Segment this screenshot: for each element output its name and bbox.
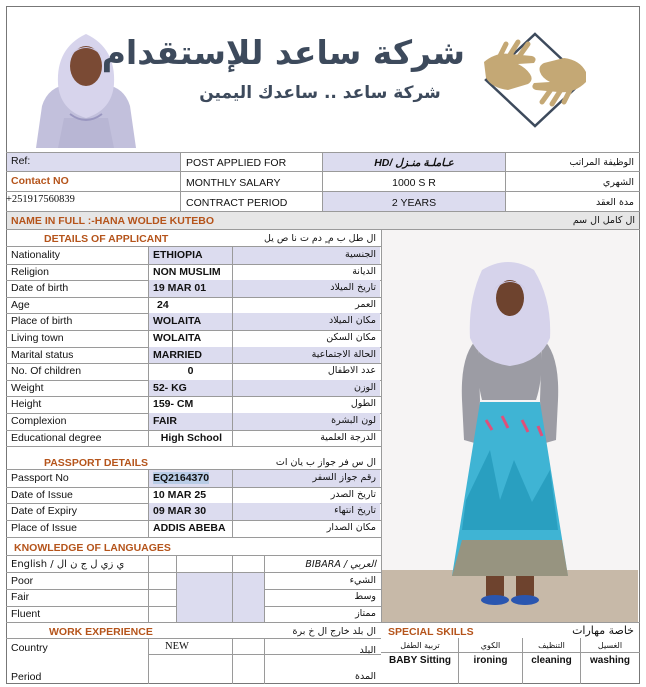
detail-value: MARRIED	[149, 347, 232, 364]
company-slogan: شركة ساعد .. ساعدك اليمين	[199, 83, 441, 103]
language-level-box-ar	[233, 606, 264, 622]
detail-ar: الوزن	[233, 380, 380, 397]
skill-label: cleaning	[531, 655, 572, 666]
passport-label: Passport No	[11, 472, 69, 484]
detail-label: Date of birth	[11, 282, 69, 295]
period-label: Period	[11, 671, 42, 683]
passport-ar: رقم جواز السفر	[233, 470, 380, 487]
contract-period-ar: مدة العقد	[596, 197, 634, 208]
monthly-salary-label: MONTHLY SALARY	[186, 177, 281, 189]
language-level-box-en	[177, 589, 232, 605]
detail-value: 52- KG	[149, 380, 232, 397]
skills-title-ar: خاصة مهارات	[572, 624, 634, 637]
passport-value: 10 MAR 25	[153, 488, 207, 501]
skill-ar: تربية الطفل	[400, 641, 440, 650]
monthly-salary-value: 1000 S R	[392, 177, 436, 189]
detail-value: WOLAITA	[149, 313, 232, 330]
country-label: Country	[11, 642, 48, 654]
passport-ar: تاريخ الصدر	[330, 488, 376, 500]
detail-ar: الحالة الاجتماعية	[233, 347, 380, 364]
ref-label: Ref:	[7, 153, 180, 171]
detail-label: Educational degree	[11, 431, 102, 444]
work-title-ar: ال بلد خارج ال خ برة	[292, 626, 376, 637]
details-title: DETAILS OF APPLICANT	[44, 233, 169, 245]
detail-label: Complexion	[11, 415, 67, 427]
detail-label: Religion	[11, 265, 49, 278]
language-level-box-ar	[233, 589, 264, 605]
passport-label: Date of Expiry	[11, 505, 77, 518]
detail-ar: لون البشرة	[233, 413, 380, 430]
skill-ar: الغسيل	[597, 641, 623, 650]
skill-label: ironing	[473, 655, 508, 666]
skill-label: washing	[589, 655, 630, 666]
detail-label: Age	[11, 298, 30, 311]
monthly-salary-ar: الشهري	[602, 177, 634, 188]
two-hands-icon	[478, 30, 592, 130]
country-ar: البلد	[359, 645, 376, 656]
detail-value: 159- CM	[153, 398, 194, 411]
detail-ar: مكان السكن	[326, 332, 376, 343]
passport-label: Place of Issue	[11, 522, 77, 535]
detail-value: 0	[187, 365, 194, 378]
period-ar: المدة	[355, 671, 376, 682]
detail-ar: الديانة	[352, 265, 376, 277]
detail-ar: مكان الميلاد	[233, 313, 380, 330]
post-applied-value: HD/ عـاملـة منـزل	[323, 153, 505, 171]
detail-ar: الطول	[350, 398, 376, 410]
skill-ar: الكوي	[480, 641, 501, 650]
language-level-box-en	[177, 573, 232, 589]
detail-value: NON MUSLIM	[153, 265, 221, 278]
detail-value: WOLAITA	[153, 332, 202, 344]
language-level-label: Fair	[11, 591, 30, 604]
skills-title: SPECIAL SKILLS	[388, 626, 474, 638]
passport-value: 09 MAR 30	[149, 503, 232, 520]
skill-label: BABY Sitting	[388, 655, 452, 666]
detail-ar: تاريخ الميلاد	[233, 280, 380, 297]
full-name: NAME IN FULL :-HANA WOLDE KUTEBO	[7, 212, 381, 229]
detail-label: Living town	[11, 332, 64, 344]
passport-label: Date of Issue	[11, 488, 73, 501]
passport-ar: مكان الصدار	[326, 522, 376, 534]
language-level-box-en	[177, 606, 232, 622]
passport-ar: تاريخ انتهاء	[233, 503, 380, 520]
language-level-label: Poor	[11, 575, 34, 587]
detail-ar: العمر	[355, 298, 376, 310]
company-name: شركة ساعد للإستقدام	[101, 33, 465, 72]
contact-label: Contact NO	[11, 175, 69, 187]
arabic-label: العربي / BIBARA	[305, 559, 376, 570]
detail-label: Marital status	[11, 348, 74, 361]
passport-title: PASSPORT DETAILS	[44, 457, 149, 469]
phone-number: +251917560839	[6, 194, 75, 205]
work-title: WORK EXPERIENCE	[49, 626, 153, 638]
passport-title-ar: ال س فر جواز ب يان ات	[275, 457, 376, 468]
details-title-ar: ال طل ب م ٍ دم ت نا ص يل	[264, 233, 376, 244]
language-level-ar: ممتاز	[355, 607, 376, 619]
language-level-box-ar	[233, 573, 264, 589]
detail-label: Nationality	[11, 249, 61, 261]
detail-label: Place of birth	[11, 315, 73, 328]
language-level-label: Fluent	[11, 607, 41, 620]
detail-value: High School	[160, 431, 222, 444]
passport-value: ADDIS ABEBA	[153, 522, 226, 535]
detail-ar: عدد الاطفال	[327, 365, 376, 377]
detail-label: Weight	[11, 381, 44, 394]
detail-value: 19 MAR 01	[149, 280, 232, 297]
contract-period-label: CONTRACT PERIOD	[186, 197, 288, 209]
detail-ar: الجنسية	[233, 247, 380, 264]
detail-ar: الدرجة العلمية	[320, 431, 376, 443]
contract-period-value: 2 YEARS	[323, 192, 505, 211]
detail-value: FAIR	[149, 413, 232, 430]
applicant-full-body-photo	[382, 230, 638, 622]
languages-title: KNOWLEDGE OF LANGUAGES	[14, 542, 171, 554]
language-level-ar: وسط	[354, 591, 376, 603]
post-applied-label: POST APPLIED FOR	[186, 157, 287, 169]
passport-value	[149, 470, 232, 487]
detail-value: ETHIOPIA	[149, 247, 232, 264]
full-name-ar: ال كامل ال سم	[381, 212, 639, 229]
language-level-ar: الشيء	[349, 575, 376, 586]
detail-value: 24	[157, 298, 169, 311]
skill-ar: التنظيف	[538, 641, 565, 650]
country-value: NEW	[165, 641, 189, 652]
detail-label: No. Of children	[11, 365, 82, 378]
passport-number-highlight: EQ2164370	[153, 472, 210, 484]
detail-label: Height	[11, 398, 42, 411]
english-label: English / ي زي ل ج ن ال	[11, 559, 125, 570]
post-applied-ar: الوظيفة المراتب	[569, 157, 634, 168]
